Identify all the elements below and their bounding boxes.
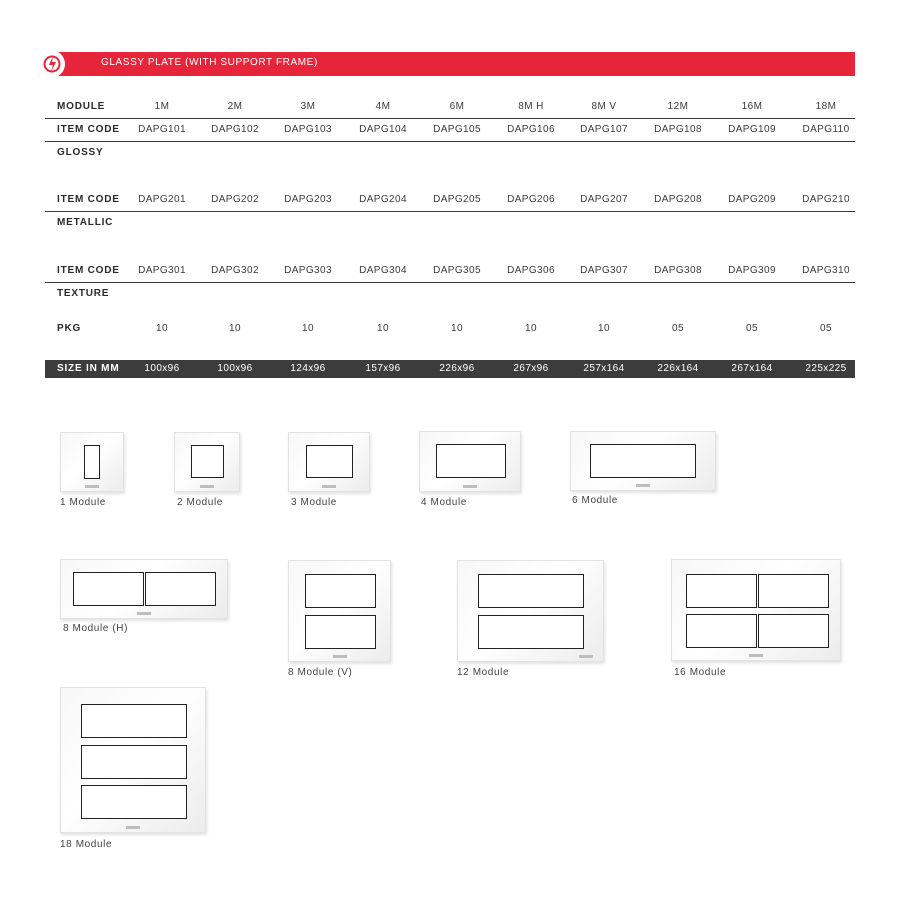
item-code-cell: DAPG108 <box>654 124 702 135</box>
plate-caption: 8 Module (V) <box>288 667 353 678</box>
switch-opening <box>686 614 757 648</box>
plate-18-module <box>60 687 206 833</box>
module-cell: 4M <box>375 101 391 112</box>
item-code-cell: DAPG103 <box>284 124 332 135</box>
brand-mark <box>333 655 347 658</box>
brand-mark <box>749 654 763 657</box>
item-code-cell: DAPG204 <box>359 194 407 205</box>
size-cell: 267x96 <box>513 363 549 374</box>
switch-opening <box>84 445 100 479</box>
brand-mark <box>126 826 140 829</box>
page-title: GLASSY PLATE (WITH SUPPORT FRAME) <box>101 57 318 68</box>
item-code-cell: DAPG301 <box>138 265 186 276</box>
plate-caption: 18 Module <box>60 839 113 850</box>
pkg-cell: 10 <box>451 323 463 334</box>
pkg-cell: 10 <box>525 323 537 334</box>
item-code-cell: DAPG205 <box>433 194 481 205</box>
plate-12-module <box>457 560 604 662</box>
switch-opening <box>305 574 376 608</box>
brand-mark <box>463 485 477 488</box>
switch-opening <box>686 574 757 608</box>
item-code-cell: DAPG201 <box>138 194 186 205</box>
size-cell: 257x164 <box>583 363 625 374</box>
header-banner <box>45 52 855 76</box>
item-code-cell: DAPG310 <box>802 265 850 276</box>
item-code-cell: DAPG209 <box>728 194 776 205</box>
pkg-cell: 05 <box>672 323 684 334</box>
pkg-row <box>45 318 855 360</box>
item-code-cell: DAPG207 <box>580 194 628 205</box>
texture-code-row <box>45 260 855 283</box>
plate-2-module <box>174 432 240 492</box>
plate-8-module-v <box>288 560 391 662</box>
switch-opening <box>306 445 353 478</box>
switch-opening <box>81 704 187 738</box>
switch-opening <box>305 615 376 649</box>
size-cell: 100x96 <box>144 363 180 374</box>
pkg-cell: 10 <box>156 323 168 334</box>
brand-mark <box>200 485 214 488</box>
item-code-cell: DAPG107 <box>580 124 628 135</box>
item-code-cell: DAPG307 <box>580 265 628 276</box>
item-code-cell: DAPG303 <box>284 265 332 276</box>
size-cell: 157x96 <box>365 363 401 374</box>
plate-caption: 2 Module <box>177 497 223 508</box>
pkg-cell: 10 <box>598 323 610 334</box>
size-cell: 225x225 <box>805 363 847 374</box>
plate-caption: 8 Module (H) <box>63 623 128 634</box>
size-cell: 100x96 <box>217 363 253 374</box>
switch-opening <box>145 572 216 606</box>
item-code-cell: DAPG202 <box>211 194 259 205</box>
pkg-label: PKG <box>57 323 82 334</box>
module-cell: 6M <box>449 101 465 112</box>
item-code-cell: DAPG105 <box>433 124 481 135</box>
pkg-cell: 05 <box>820 323 832 334</box>
item-code-cell: DAPG309 <box>728 265 776 276</box>
item-code-cell: DAPG304 <box>359 265 407 276</box>
switch-opening <box>478 615 584 649</box>
size-cell: 226x96 <box>439 363 475 374</box>
glossy-finish-row <box>45 142 855 189</box>
item-code-cell: DAPG110 <box>802 124 850 135</box>
brand-logo-icon <box>41 50 65 78</box>
switch-opening <box>73 572 144 606</box>
module-cell: 8M V <box>591 101 617 112</box>
item-code-cell: DAPG206 <box>507 194 555 205</box>
switch-opening <box>81 745 187 779</box>
finish-label: METALLIC <box>57 217 114 228</box>
item-code-label: ITEM CODE <box>57 194 120 205</box>
switch-opening <box>81 785 187 819</box>
item-code-cell: DAPG109 <box>728 124 776 135</box>
module-cell: 8M H <box>518 101 544 112</box>
item-code-cell: DAPG104 <box>359 124 407 135</box>
plate-3-module <box>288 432 370 492</box>
brand-mark <box>636 484 650 487</box>
module-cell: 1M <box>154 101 170 112</box>
size-row <box>45 360 855 378</box>
item-code-cell: DAPG208 <box>654 194 702 205</box>
item-code-cell: DAPG302 <box>211 265 259 276</box>
plate-caption: 3 Module <box>291 497 337 508</box>
plate-6-module <box>570 431 716 491</box>
switch-opening <box>590 444 696 478</box>
plate-caption: 12 Module <box>457 667 510 678</box>
brand-mark <box>85 485 99 488</box>
plate-caption: 1 Module <box>60 497 106 508</box>
finish-label: TEXTURE <box>57 288 110 299</box>
brand-mark <box>579 655 593 658</box>
module-cell: 3M <box>300 101 316 112</box>
plate-4-module <box>419 431 521 492</box>
switch-opening <box>478 574 584 608</box>
brand-mark <box>137 612 151 615</box>
item-code-cell: DAPG210 <box>802 194 850 205</box>
module-cell: 16M <box>741 101 763 112</box>
finish-label: GLOSSY <box>57 147 104 158</box>
module-row <box>45 96 855 119</box>
metallic-code-row <box>45 189 855 212</box>
glossy-code-row <box>45 119 855 142</box>
item-code-cell: DAPG306 <box>507 265 555 276</box>
size-label: SIZE IN MM <box>57 363 120 374</box>
plate-16-module <box>671 559 841 661</box>
brand-mark <box>322 485 336 488</box>
plate-caption: 16 Module <box>674 667 727 678</box>
size-cell: 226x164 <box>657 363 699 374</box>
pkg-cell: 10 <box>302 323 314 334</box>
spec-table <box>45 96 855 378</box>
module-cell: 2M <box>227 101 243 112</box>
plate-8-module-h <box>60 559 228 619</box>
switch-opening <box>758 574 829 608</box>
switch-opening <box>758 614 829 648</box>
pkg-cell: 05 <box>746 323 758 334</box>
plate-1-module <box>60 432 124 492</box>
item-code-cell: DAPG305 <box>433 265 481 276</box>
metallic-finish-row <box>45 212 855 260</box>
switch-opening <box>436 444 506 478</box>
item-code-cell: DAPG203 <box>284 194 332 205</box>
switch-opening <box>191 445 224 478</box>
item-code-label: ITEM CODE <box>57 265 120 276</box>
item-code-cell: DAPG106 <box>507 124 555 135</box>
module-cell: 18M <box>815 101 837 112</box>
module-cell: 12M <box>667 101 689 112</box>
pkg-cell: 10 <box>377 323 389 334</box>
item-code-cell: DAPG101 <box>138 124 186 135</box>
size-cell: 124x96 <box>290 363 326 374</box>
item-code-cell: DAPG308 <box>654 265 702 276</box>
plate-caption: 4 Module <box>421 497 467 508</box>
texture-finish-row <box>45 283 855 318</box>
size-cell: 267x164 <box>731 363 773 374</box>
pkg-cell: 10 <box>229 323 241 334</box>
module-label: MODULE <box>57 101 106 112</box>
item-code-label: ITEM CODE <box>57 124 120 135</box>
item-code-cell: DAPG102 <box>211 124 259 135</box>
plate-caption: 6 Module <box>572 495 618 506</box>
